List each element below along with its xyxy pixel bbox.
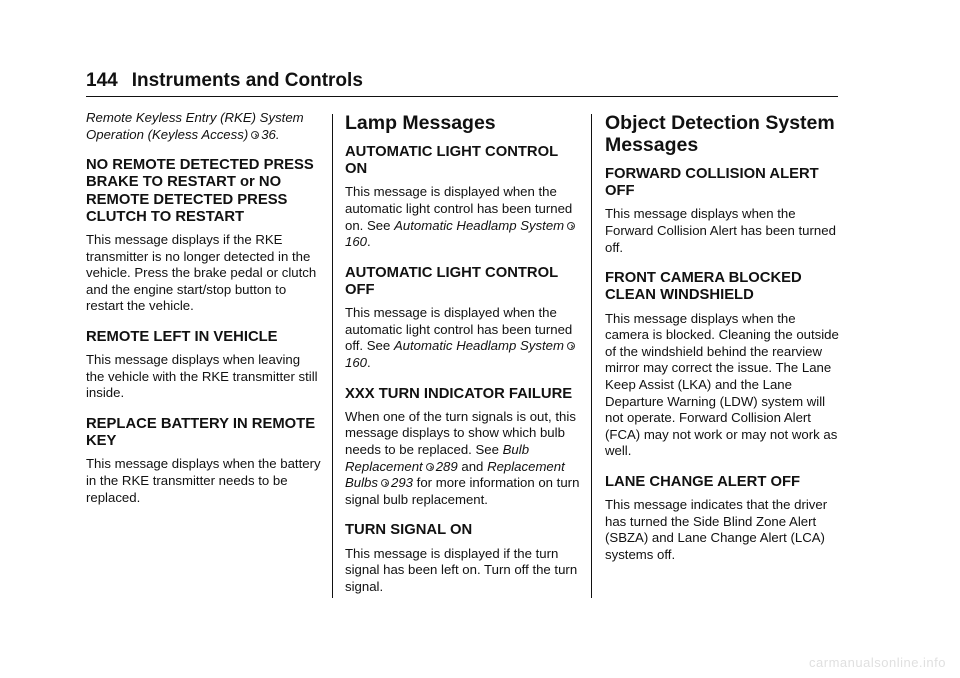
section-heading: AUTOMATIC LIGHT CONTROL OFF [345,264,558,298]
column-left [86,110,322,506]
page-ref-icon [567,342,575,350]
column-right [605,110,841,564]
page-ref-icon [426,463,434,471]
column-divider [332,114,333,598]
page-number: 144 [86,70,118,91]
section-heading: REMOTE LEFT IN VEHICLE [86,328,278,345]
watermark: carmanualsonline.info [809,655,946,670]
section-body: This message displays when the battery in the RKE transmitter needs to be replaced. [86,456,321,505]
section-heading: TURN SIGNAL ON [345,522,473,539]
page-ref-icon [567,222,575,230]
section-heading: REPLACE BATTERY IN REMOTE KEY [86,415,316,450]
lamp-messages-title: Lamp Messages [345,112,496,134]
section-heading: XXX TURN INDICATOR FAILURE [345,385,573,402]
section-heading: NO REMOTE DETECTED PRESS BRAKE TO RESTART or NO REMOTE DETECTED PRESS CLUTCH TO RESTART [86,157,314,225]
cross-reference-link: Bulb Replacement [345,441,530,474]
section-body: When one of the turn signals is out, this message displays to show which bulb needs to be replaced. See Bulb Replacement 289 and Replacement Bulbs 293 for more information on turn signal bulb replacement. [345,408,580,507]
section-heading: AUTOMATIC LIGHT CONTROL ON [345,144,558,178]
column-divider [591,114,592,598]
column-middle [345,110,581,595]
page-header [86,70,363,92]
page-ref-icon [381,479,389,487]
section-title: Instruments and Controls [131,70,363,91]
section-body: This message displays when leaving the vehicle with the RKE transmitter still inside. [86,352,318,401]
intro-reference: Remote Keyless Entry (RKE) System Operation (Keyless Access) 36. [86,110,304,142]
object-detection-title: Object Detection System Messages [605,112,835,156]
section-body: This message is displayed when the automatic light control has been turned on. See Automatic Headlamp System160. [345,184,581,250]
cross-reference-link: Automatic Headlamp System [393,338,564,354]
section-body: This message indicates that the driver has turned the Side Blind Zone Alert (SBZA) and Lane Change Alert (LCA) systems off. [605,497,828,562]
section-body: This message displays if the RKE transmitter is no longer detected in the vehicle. Press the brake pedal or clutch and the engine start/stop button to restart the vehicle. [86,232,317,314]
section-body: This message displays when the Forward Collision Alert has been turned off. [605,206,836,255]
header-rule [86,96,838,97]
section-heading: FORWARD COLLISION ALERT OFF [605,166,819,200]
section-body: This message displays when the camera is blocked. Cleaning the outside of the windshield behind the rearview mirror may correct the issue. The Lane Keep Assist (LKA) and the Lane Departure Warning (LDW) system will not operate. Forward Collision Alert (FCA) may not work or may not work as well. [605,310,839,459]
section-heading: FRONT CAMERA BLOCKED CLEAN WINDSHIELD [605,270,802,304]
section-heading: LANE CHANGE ALERT OFF [605,473,801,490]
section-body: This message is displayed when the automatic light control has been turned off. See Automatic Headlamp System160. [345,305,581,371]
cross-reference-link: Replacement Bulbs [345,458,565,491]
page-ref-icon [251,131,259,139]
cross-reference-link: Automatic Headlamp System [394,217,565,233]
section-body: This message is displayed if the turn signal has been left on. Turn off the turn signal. [345,545,578,594]
